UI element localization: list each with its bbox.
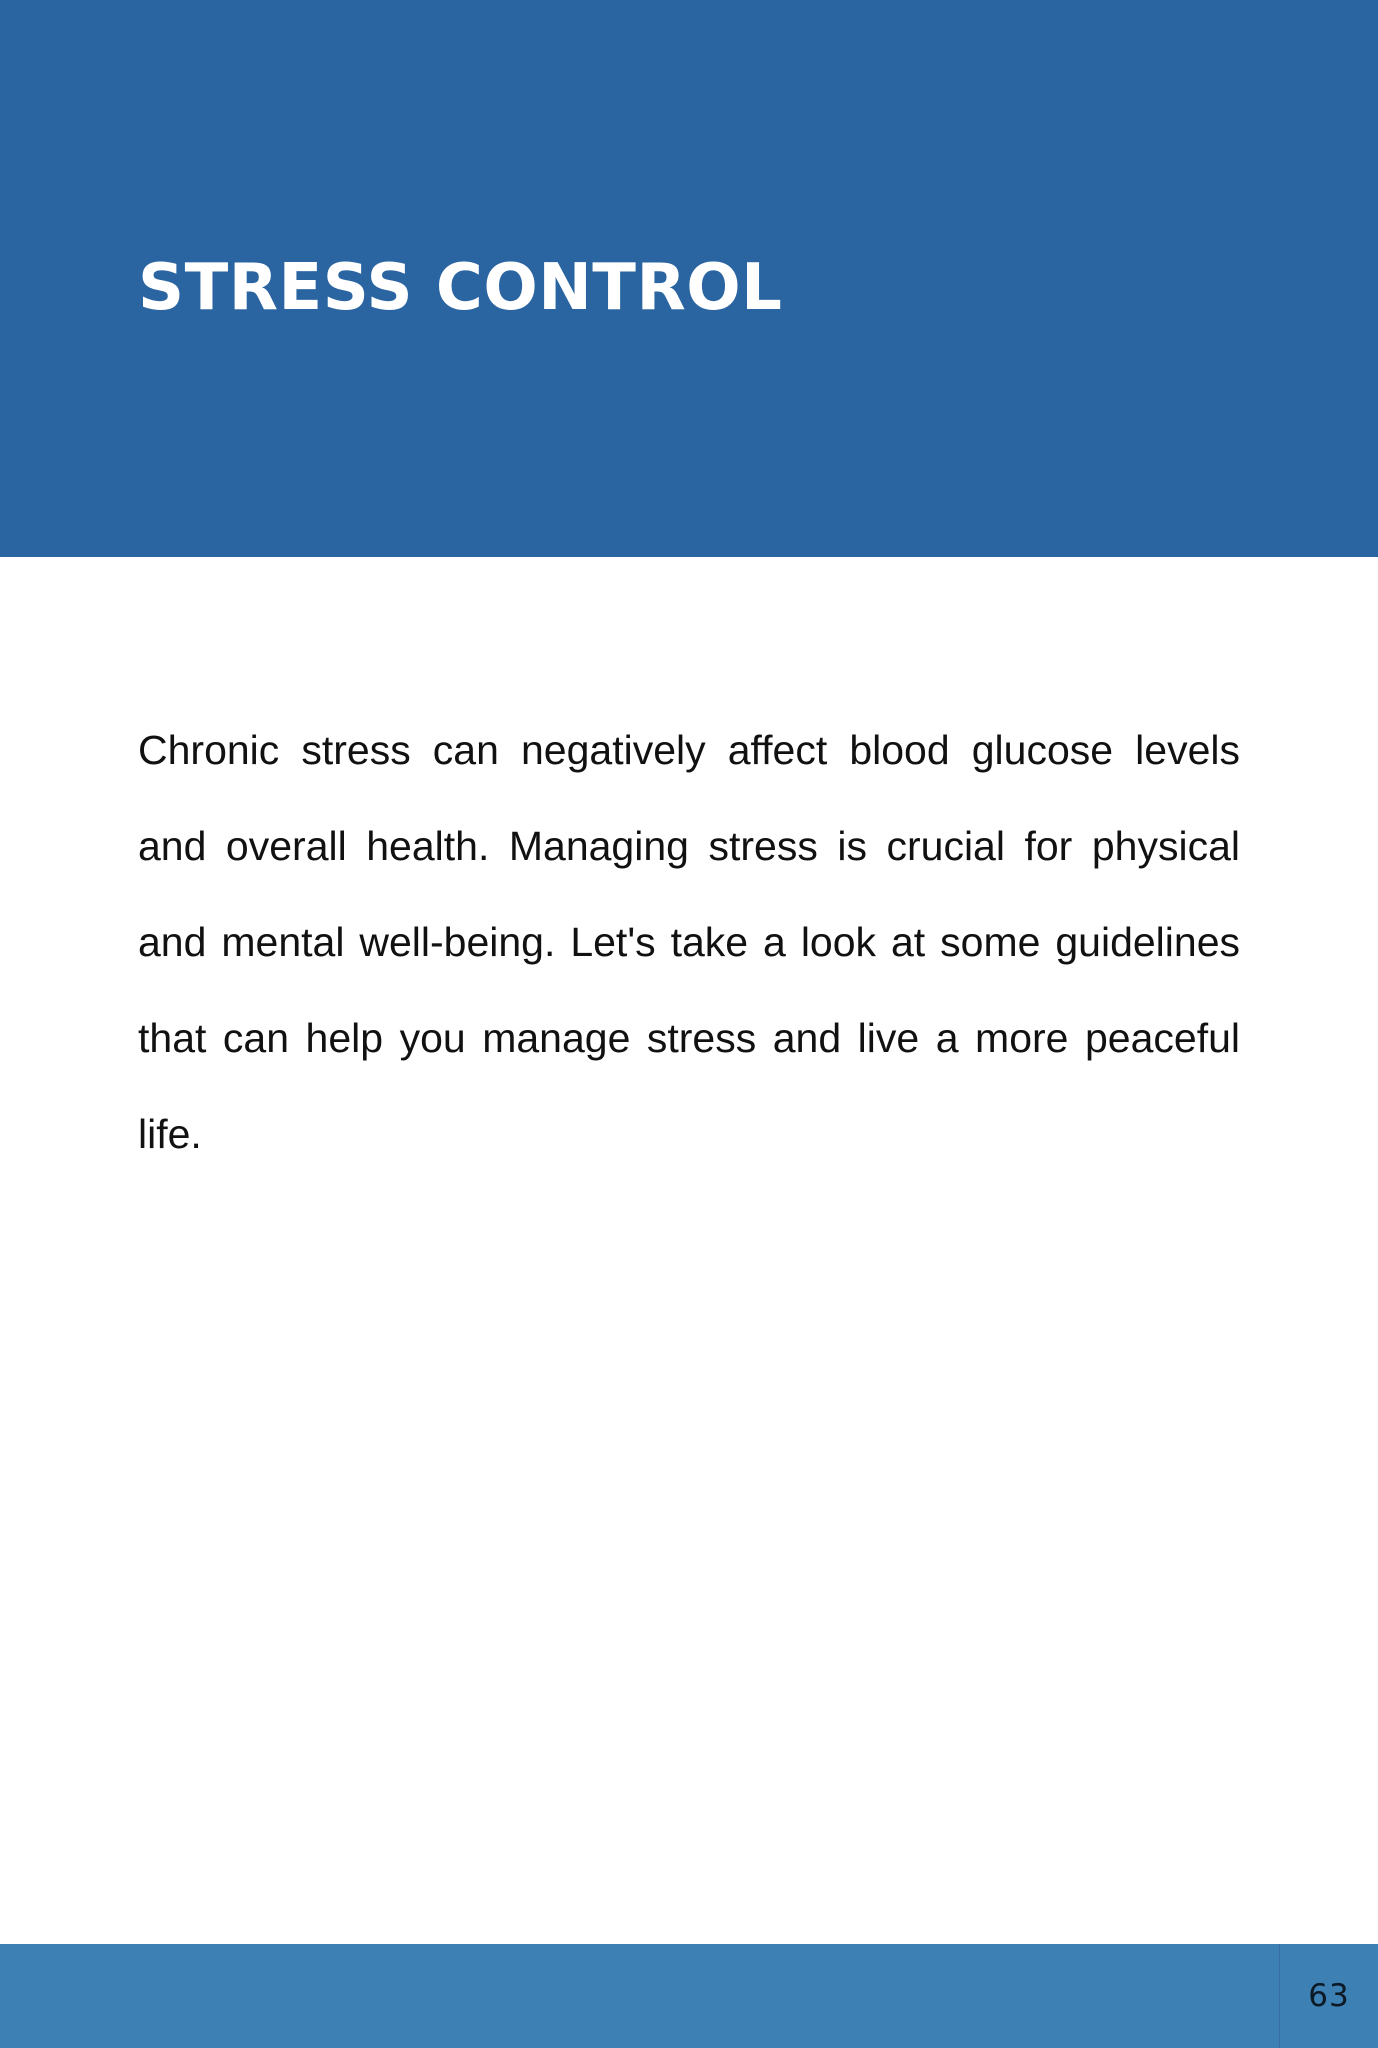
- page-number-box: [1279, 1944, 1378, 2048]
- page-number: 63: [1308, 1978, 1350, 2014]
- header-band: [0, 0, 1378, 557]
- page-title: STRESS CONTROL: [138, 251, 783, 325]
- body-paragraph: Chronic stress can negatively affect blood glucose levels and overall health. Managing stress is crucial for physical and mental well-being. Let's take a look at some guidelines that can help you manage stress and live a more peaceful life.: [138, 727, 1240, 1157]
- footer-band: [0, 1944, 1378, 2048]
